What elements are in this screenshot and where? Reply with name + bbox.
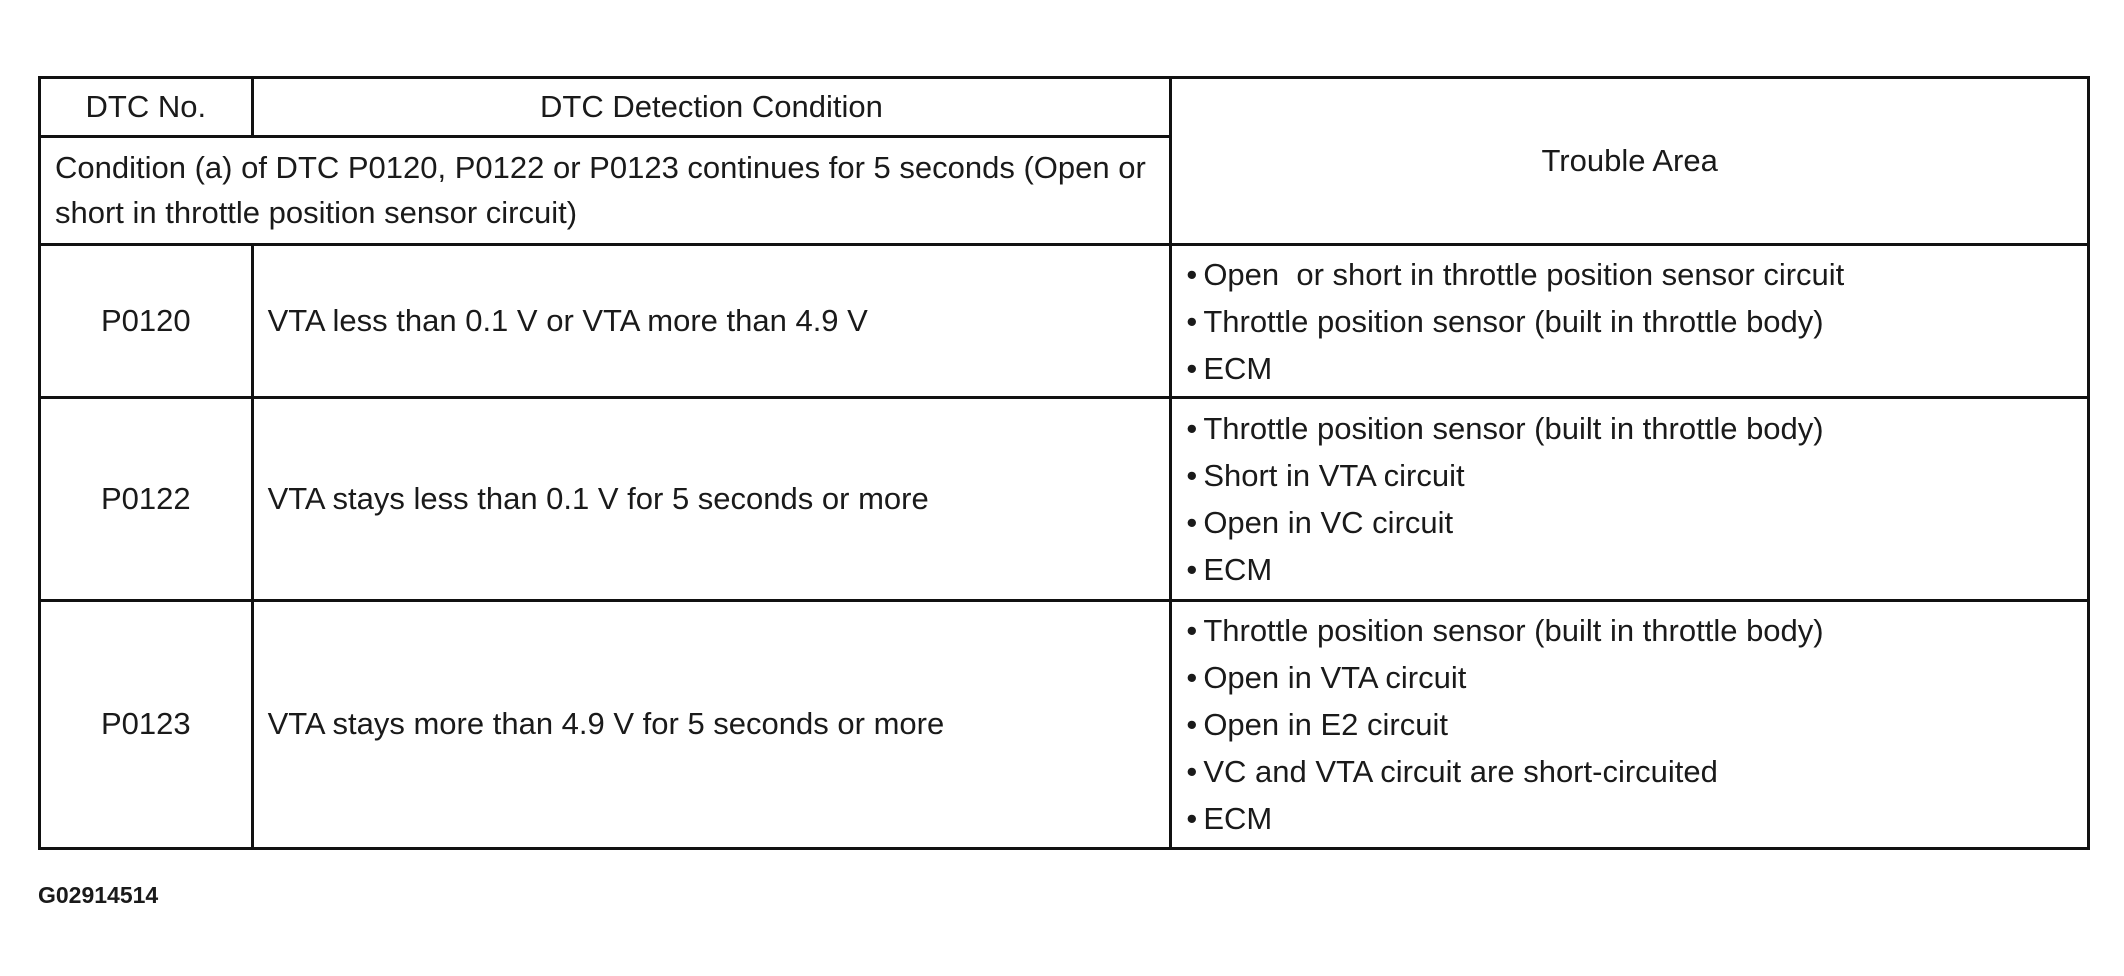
trouble-area-list	[1186, 251, 2073, 392]
list-item: • Open in VTA circuit	[1186, 654, 2073, 701]
header-detection-condition: DTC Detection Condition	[252, 78, 1171, 137]
trouble-area-cell	[1171, 398, 2089, 601]
trouble-area-list	[1186, 607, 2073, 842]
dtc-code: P0122	[40, 398, 253, 601]
list-item: • Open in VC circuit	[1186, 499, 2073, 546]
list-item: • ECM	[1186, 345, 2073, 392]
list-item: • Throttle position sensor (built in throttle body)	[1186, 607, 2073, 654]
figure-id: G02914514	[38, 882, 159, 908]
header-dtc-no: DTC No.	[40, 78, 253, 137]
list-item: • ECM	[1186, 546, 2073, 593]
header-row	[40, 78, 2089, 137]
list-item: • VC and VTA circuit are short-circuited	[1186, 748, 2073, 795]
list-item: • ECM	[1186, 795, 2073, 842]
table-row	[40, 245, 2089, 398]
condition-note: Condition (a) of DTC P0120, P0122 or P0123 continues for 5 seconds (Open or short in throttle position sensor circuit)	[40, 137, 1171, 245]
detection-condition: VTA stays more than 4.9 V for 5 seconds or more	[252, 601, 1171, 849]
header-trouble-area: Trouble Area	[1171, 78, 2089, 245]
dtc-code: P0123	[40, 601, 253, 849]
detection-condition: VTA less than 0.1 V or VTA more than 4.9 V	[252, 245, 1171, 398]
trouble-area-list	[1186, 405, 2073, 593]
dtc-table	[38, 76, 2090, 850]
list-item: • Short in VTA circuit	[1186, 452, 2073, 499]
trouble-area-cell	[1171, 601, 2089, 849]
list-item: • Open in E2 circuit	[1186, 701, 2073, 748]
list-item: • Throttle position sensor (built in throttle body)	[1186, 298, 2073, 345]
table-row	[40, 601, 2089, 849]
detection-condition: VTA stays less than 0.1 V for 5 seconds or more	[252, 398, 1171, 601]
table-row	[40, 398, 2089, 601]
trouble-area-cell	[1171, 245, 2089, 398]
dtc-code: P0120	[40, 245, 253, 398]
list-item: • Throttle position sensor (built in throttle body)	[1186, 405, 2073, 452]
list-item: • Open or short in throttle position sensor circuit	[1186, 251, 2073, 298]
